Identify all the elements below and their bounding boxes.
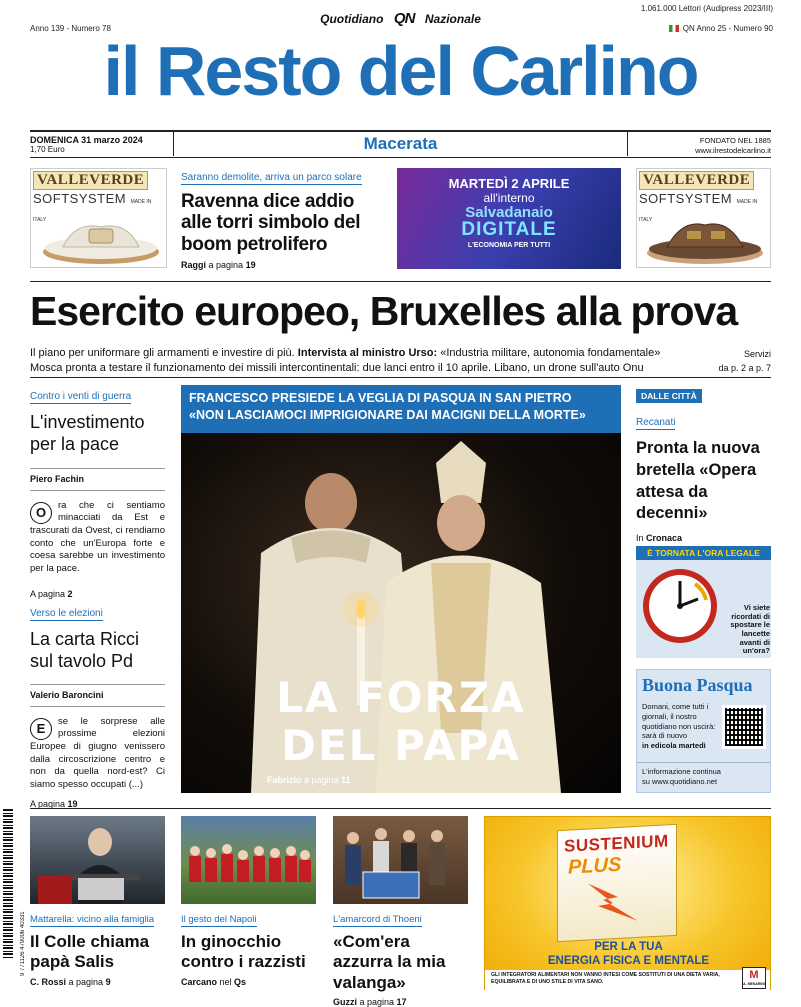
issue-left: Anno 139 - Numero 78 bbox=[30, 24, 111, 33]
qn-right: Nazionale bbox=[424, 12, 481, 26]
story2-headline[interactable]: La carta Ricci sul tavolo Pd bbox=[30, 629, 140, 671]
story1-kicker: Contro i venti di guerra bbox=[30, 391, 132, 402]
promo-inside: all'interno bbox=[483, 191, 535, 205]
b3-kicker: L'amarcord di Thoeni bbox=[333, 914, 422, 925]
product-box bbox=[557, 824, 677, 942]
date: DOMENICA 31 marzo 2024 bbox=[30, 135, 143, 145]
ora-legale-box[interactable] bbox=[636, 546, 771, 658]
lead-headline[interactable]: Esercito europeo, Bruxelles alla prova bbox=[30, 288, 738, 334]
pasqua-footer: L'informazione continua su www.quotidiano.net bbox=[642, 767, 721, 787]
promo-tagline: L'ECONOMIA PER TUTTI bbox=[467, 241, 551, 249]
press-conference-image bbox=[30, 816, 165, 904]
valleverde-logo: VALLEVERDE bbox=[639, 171, 754, 190]
dalle-citta-tag: DALLE CITTÀ bbox=[636, 389, 702, 403]
story2-body: E se le sorprese alle prossime elezioni Europee di giugno venissero dalla circoscrizione centro e non da quella nord-est? Ci siamo spesso occupati (...) bbox=[30, 715, 165, 790]
qn-logo: QN bbox=[393, 10, 415, 27]
sandal-image bbox=[31, 207, 168, 269]
dropcap: O bbox=[30, 502, 52, 524]
story1-author: Piero Fachin bbox=[30, 473, 85, 484]
promo-title-2: DIGITALE bbox=[461, 219, 557, 240]
masthead-title[interactable]: il Resto del Carlino bbox=[103, 32, 698, 110]
banner-line-2: «NON LASCIAMOCI IMPRIGIONARE DAI MACIGNI DELLA MORTE» bbox=[189, 407, 586, 422]
story1-headline[interactable]: L'investimento per la pace bbox=[30, 412, 145, 454]
pasqua-title: Buona Pasqua bbox=[642, 675, 753, 695]
barcode-number: 9 771126 479006 40331 bbox=[20, 911, 26, 976]
banner-line-1: FRANCESCO PRESIEDE LA VEGLIA DI PASQUA IN SAN PIETRO bbox=[189, 391, 572, 405]
right-story[interactable] bbox=[636, 386, 771, 543]
qn-left: Quotidiano bbox=[320, 12, 384, 26]
pasqua-body: Domani, come tutti i giornali, il nostro quotidiano non uscirà: sarà di nuovo in edicola martedì bbox=[642, 702, 716, 750]
mattarella-photo[interactable] bbox=[30, 816, 165, 904]
made-in-italy: MADE IN ITALY bbox=[33, 199, 152, 223]
energy-bolt-icon bbox=[558, 874, 678, 930]
menarini-logo: M A. MENARINI bbox=[742, 967, 766, 989]
left-story-2[interactable] bbox=[30, 603, 165, 809]
divider bbox=[627, 130, 628, 156]
bottom-story-1[interactable] bbox=[30, 909, 165, 987]
b1-ref: C. Rossi a pagina 9 bbox=[30, 976, 111, 987]
made-in-italy: MADE IN ITALY bbox=[639, 199, 758, 223]
top-story[interactable] bbox=[181, 167, 381, 270]
clock-icon bbox=[640, 566, 720, 646]
promo-date: MARTEDÌ 2 APRILE bbox=[448, 176, 570, 191]
top-story-headline[interactable]: Ravenna dice addio alle torri simbolo del boom petrolifero bbox=[181, 191, 361, 255]
promo-title: Salvadanaio bbox=[465, 204, 553, 221]
b2-ref: Carcano nel Qs bbox=[181, 976, 247, 987]
readers-count: 1.061.000 Lettori (Audipress 2023/III) bbox=[640, 4, 773, 13]
b2-kicker: Il gesto del Napoli bbox=[181, 914, 257, 925]
pope-photo[interactable] bbox=[181, 433, 621, 793]
story2-author: Valerio Baroncini bbox=[30, 689, 104, 700]
section-rule bbox=[30, 377, 771, 378]
dropcap: E bbox=[30, 718, 52, 740]
story2-kicker: Verso le elezioni bbox=[30, 608, 103, 619]
b2-headline[interactable]: In ginocchio contro i razzisti bbox=[181, 932, 306, 972]
right-headline[interactable]: Pronta la nuova bretella «Opera attesa da decenni» bbox=[636, 439, 760, 523]
thoeni-photo[interactable] bbox=[333, 816, 468, 904]
header-rule bbox=[30, 130, 771, 132]
top-story-kicker: Saranno demolite, arriva un parco solare bbox=[181, 172, 362, 183]
edition[interactable]: Macerata bbox=[363, 134, 438, 153]
ad-line-1: PER LA TUA bbox=[594, 941, 663, 953]
big-headline-2[interactable]: DEL PAPA bbox=[281, 721, 521, 770]
story1-ref: A pagina 2 bbox=[30, 589, 73, 600]
bottom-story-3[interactable] bbox=[333, 909, 473, 1007]
story1-body: O ra che ci sentiamo minacciati da Est e trascurati da Ovest, ci rendiamo conto che un'Europa forte e coesa sarebbe un investimento per la pace. bbox=[30, 499, 165, 574]
issue-right: QN Anno 25 - Numero 90 bbox=[669, 24, 773, 33]
ora-legale-text: Vi siete ricordati di spostare le lancette avanti di un'ora? bbox=[730, 603, 770, 656]
group-photo-image bbox=[333, 816, 468, 904]
b3-ref: Guzzi a pagina 17 bbox=[333, 997, 407, 1007]
ad-disclaimer: GLI INTEGRATORI ALIMENTARI NON VANNO INTESI COME SOSTITUTI DI UNA DIETA VARIA, EQUILIBRATA E DI UNO STILE DI VITA SANO. bbox=[485, 970, 770, 992]
top-story-ref: Raggi a pagina 19 bbox=[181, 259, 256, 270]
left-story-1[interactable] bbox=[30, 386, 165, 599]
b1-headline[interactable]: Il Colle chiama papà Salis bbox=[30, 932, 150, 972]
ora-legale-banner: È TORNATA L'ORA LEGALE bbox=[636, 546, 771, 560]
barcode-icon bbox=[3, 808, 17, 983]
softsystem-label: SOFTSYSTEM bbox=[639, 191, 733, 206]
big-headline-1[interactable]: LA FORZA bbox=[276, 673, 526, 722]
website[interactable]: www.ilrestodelcarlino.it bbox=[695, 146, 771, 155]
valleverde-logo: VALLEVERDE bbox=[33, 171, 148, 190]
right-kicker: Recanati bbox=[636, 417, 676, 428]
napoli-photo[interactable] bbox=[181, 816, 316, 904]
sustenium-brand: SUSTENIUM bbox=[564, 831, 669, 856]
section-rule bbox=[30, 281, 771, 282]
qr-code-icon[interactable] bbox=[722, 705, 766, 749]
photo-banner[interactable] bbox=[181, 385, 621, 433]
price: 1,70 Euro bbox=[30, 145, 65, 154]
valleverde-ad-right[interactable] bbox=[636, 168, 771, 268]
buona-pasqua-box[interactable] bbox=[636, 669, 771, 793]
bottom-rule bbox=[30, 808, 771, 809]
b3-headline[interactable]: «Com'era azzurra la mia valanga» bbox=[333, 932, 446, 992]
softsystem-label: SOFTSYSTEM bbox=[33, 191, 127, 206]
header-rule-bottom bbox=[30, 157, 771, 158]
sustenium-ad[interactable] bbox=[484, 816, 771, 990]
photo-credit: Fabrizio a pagina 11 bbox=[267, 775, 351, 785]
founded: FONDATO NEL 1885 bbox=[699, 136, 771, 145]
players-kneeling-image bbox=[181, 816, 316, 904]
sandal-image bbox=[637, 207, 772, 269]
lead-services: Servizi da p. 2 a p. 7 bbox=[718, 349, 771, 373]
story2-ref: A pagina 19 bbox=[30, 799, 78, 810]
ad-line-2: ENERGIA FISICA E MENTALE bbox=[547, 955, 710, 967]
valleverde-ad-left[interactable] bbox=[30, 168, 167, 268]
sustenium-plus: PLUS bbox=[568, 853, 622, 879]
salvadanaio-promo[interactable] bbox=[397, 168, 621, 269]
b1-kicker: Mattarella: vicino alla famiglia bbox=[30, 914, 155, 925]
lead-subheading: Il piano per uniformare gli armamenti e investire di più. Intervista al ministro Urso: «Industria militare, autonomia fondamentale» Mosca pronta a testare il funzionamento dei missili intercontinentali: due lanci entro il 10 aprile. Libano, un drone sull'auto Onu bbox=[30, 347, 661, 375]
bottom-story-2[interactable] bbox=[181, 909, 321, 987]
divider bbox=[173, 130, 174, 156]
right-ref: In Cronaca bbox=[636, 533, 683, 544]
